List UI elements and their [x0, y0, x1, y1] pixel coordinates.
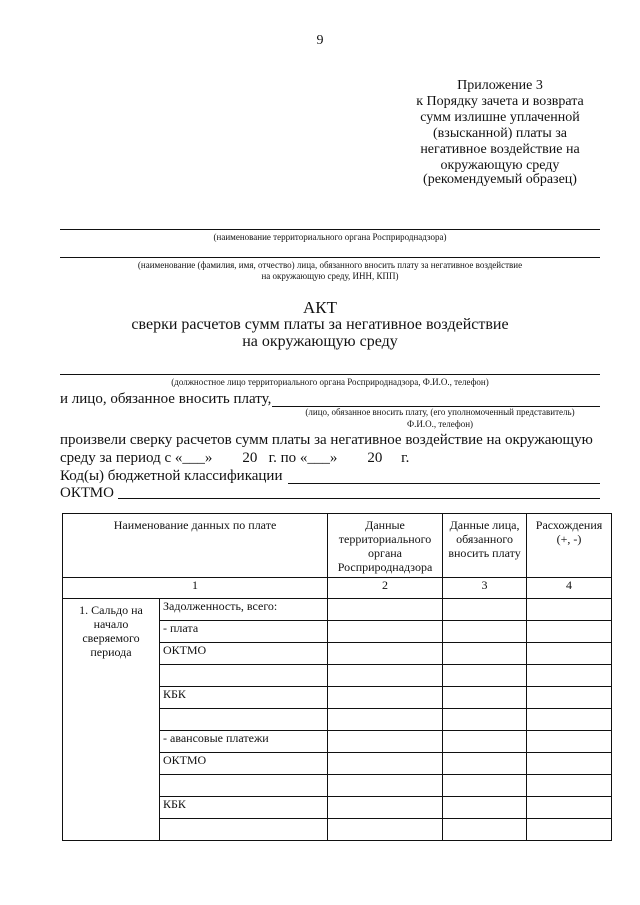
column-number: 4 [527, 578, 612, 599]
table-cell[interactable] [527, 643, 612, 665]
organ-caption: (наименование территориального органа Росприроднадзора) [213, 232, 447, 242]
appendix-line: сумм излишне уплаченной [420, 110, 580, 125]
performed-text: произвели сверку расчетов сумм платы за негативное воздействие на окружающую [60, 432, 593, 448]
row-label [160, 665, 328, 687]
act-subtitle-2: на окружающую среду [242, 333, 398, 350]
table-cell[interactable] [527, 709, 612, 731]
table-cell[interactable] [443, 709, 527, 731]
header-cell: Наименование данных по плате [63, 514, 328, 578]
sample-note: (рекомендуемый образец) [423, 172, 577, 187]
row-label [160, 819, 328, 841]
and-person-text: и лицо, обязанное вносить плату, [60, 391, 272, 407]
table-cell[interactable] [527, 731, 612, 753]
period-text: среду за период с «___» 20 г. по «___» 20 г. [60, 450, 410, 466]
table-cell[interactable] [328, 599, 443, 621]
appendix-block [395, 78, 605, 174]
column-number: 2 [328, 578, 443, 599]
row-label: КБК [160, 687, 328, 709]
header-cell: Данные территориального органа Росприроднадзора [328, 514, 443, 578]
row-label [160, 775, 328, 797]
oktmo-label: ОКТМО [60, 485, 114, 501]
appendix-line: Приложение 3 [457, 78, 543, 93]
payer-rep-caption-1: (лицо, обязанное вносить плату, (его уполномоченный представитель) [305, 407, 575, 417]
payer-caption-2: на окружающую среду, ИНН, КПП) [261, 271, 399, 281]
table-cell[interactable] [328, 797, 443, 819]
appendix-line: (взысканной) платы за [433, 126, 567, 141]
table-cell[interactable] [443, 775, 527, 797]
table-cell[interactable] [443, 599, 527, 621]
table-header-row [63, 514, 612, 578]
oktmo-underline [118, 498, 600, 499]
row-label: - авансовые платежи [160, 731, 328, 753]
table-cell[interactable] [443, 797, 527, 819]
row-label: Задолженность, всего: [160, 599, 328, 621]
reconciliation-table [62, 513, 612, 841]
kbk-label: Код(ы) бюджетной классификации [60, 468, 283, 484]
act-subtitle-1: сверки расчетов сумм платы за негативное воздействие [131, 316, 509, 333]
row-label: КБК [160, 797, 328, 819]
appendix-line: окружающую среду [440, 158, 560, 173]
table-cell[interactable] [527, 819, 612, 841]
table-cell[interactable] [328, 819, 443, 841]
table-number-row [63, 578, 612, 599]
official-underline [60, 374, 600, 375]
table-cell[interactable] [328, 665, 443, 687]
row-label: ОКТМО [160, 643, 328, 665]
official-caption: (должностное лицо территориального органа Росприроднадзора, Ф.И.О., телефон) [171, 377, 489, 387]
kbk-underline [288, 483, 600, 484]
table-cell[interactable] [527, 797, 612, 819]
table-cell[interactable] [443, 687, 527, 709]
header-cell: Расхождения (+, -) [527, 514, 612, 578]
table-cell[interactable] [527, 775, 612, 797]
table-cell[interactable] [443, 643, 527, 665]
column-number: 1 [63, 578, 328, 599]
table-cell[interactable] [328, 753, 443, 775]
table-cell[interactable] [443, 665, 527, 687]
row-label: - плата [160, 621, 328, 643]
table-row [63, 599, 612, 621]
table-cell[interactable] [527, 621, 612, 643]
payer-caption-1: (наименование (фамилия, имя, отчество) лица, обязанного вносить плату за негативное воздействие [137, 260, 523, 270]
table-cell[interactable] [527, 753, 612, 775]
payer-rep-caption-2: Ф.И.О., телефон) [406, 419, 474, 429]
row-label [160, 709, 328, 731]
table-cell[interactable] [443, 753, 527, 775]
table-cell[interactable] [527, 665, 612, 687]
table-cell[interactable] [443, 819, 527, 841]
table-cell[interactable] [328, 643, 443, 665]
section-label: 1. Сальдо на начало сверяемого периода [63, 599, 160, 841]
table-cell[interactable] [328, 775, 443, 797]
appendix-line: к Порядку зачета и возврата [416, 94, 584, 109]
table-cell[interactable] [527, 687, 612, 709]
page-number: 9 [316, 33, 324, 48]
table-cell[interactable] [328, 687, 443, 709]
table-cell[interactable] [527, 599, 612, 621]
table-cell[interactable] [328, 731, 443, 753]
header-cell: Данные лица, обязанного вносить плату [443, 514, 527, 578]
payer-underline [60, 257, 600, 258]
table-cell[interactable] [328, 621, 443, 643]
table-cell[interactable] [443, 621, 527, 643]
table-cell[interactable] [443, 731, 527, 753]
organ-underline [60, 229, 600, 230]
appendix-line: негативное воздействие на [420, 142, 580, 157]
act-title: АКТ [303, 298, 337, 317]
table-cell[interactable] [328, 709, 443, 731]
row-label: ОКТМО [160, 753, 328, 775]
column-number: 3 [443, 578, 527, 599]
